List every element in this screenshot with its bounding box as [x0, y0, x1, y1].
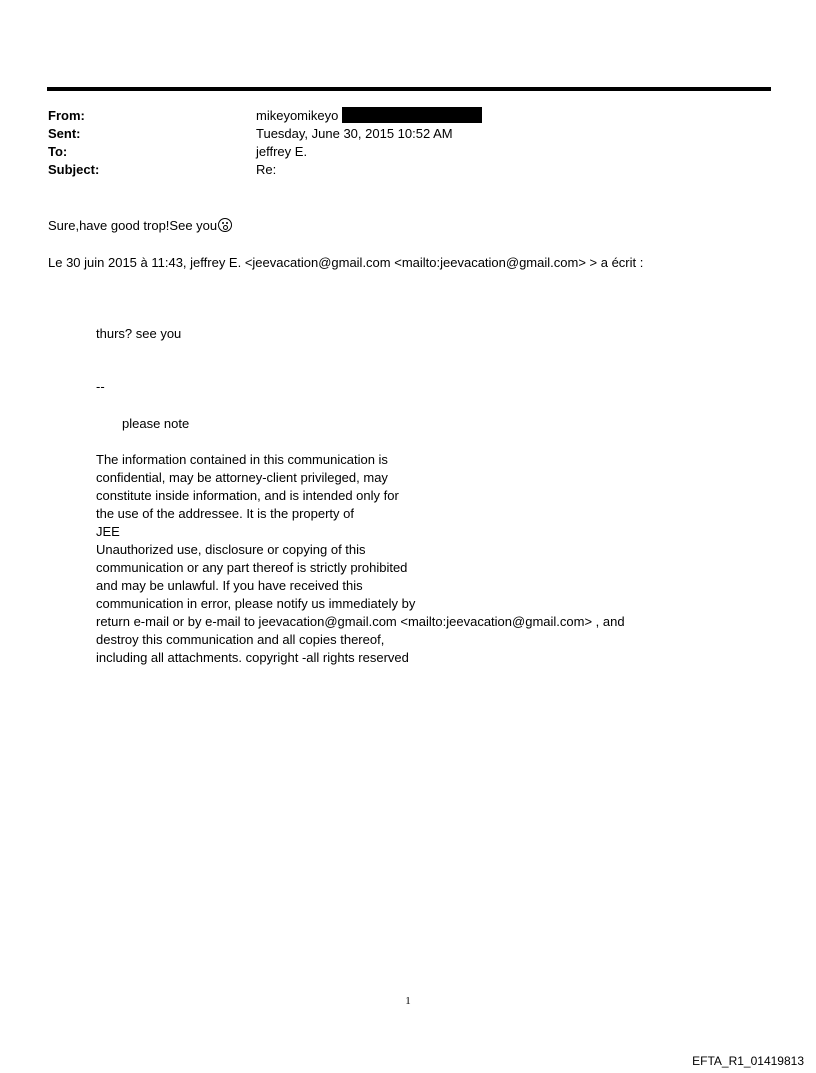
disclaimer-block: [96, 451, 625, 667]
reply-line: [48, 217, 232, 235]
disclaimer-line: constitute inside information, and is intended only for: [96, 488, 399, 503]
disclaimer-line: including all attachments. copyright -all rights reserved: [96, 650, 409, 665]
disclaimer-line: confidential, may be attorney-client privileged, may: [96, 470, 388, 485]
quote-intro: Le 30 juin 2015 à 11:43, jeffrey E. <jeevacation@gmail.com <mailto:jeevacation@gmail.com> > a écrit :: [48, 255, 644, 270]
sent-label: Sent:: [48, 126, 81, 141]
please-note: please note: [122, 416, 190, 431]
disclaimer-line: and may be unlawful. If you have received this: [96, 578, 363, 593]
redaction-block: [342, 107, 482, 123]
disclaimer-line: return e-mail or by e-mail to jeevacation@gmail.com <mailto:jeevacation@gmail.com> , and: [96, 614, 625, 629]
disclaimer-line: JEE: [96, 524, 120, 539]
from-value: [256, 107, 482, 125]
sent-value: Tuesday, June 30, 2015 10:52 AM: [256, 126, 453, 141]
reply-text: Sure,have good trop!See you: [48, 218, 218, 233]
header-divider: [47, 87, 771, 91]
to-value: jeffrey E.: [256, 144, 308, 159]
subject-label: Subject:: [48, 162, 100, 177]
disclaimer-line: communication in error, please notify us immediately by: [96, 596, 416, 611]
to-label: To:: [48, 144, 68, 159]
page-number: 1: [405, 995, 411, 1007]
disclaimer-line: the use of the addressee. It is the property of: [96, 506, 354, 521]
astonished-face-icon: [218, 218, 232, 232]
disclaimer-line: destroy this communication and all copies thereof,: [96, 632, 385, 647]
bates-number: EFTA_R1_01419813: [692, 1054, 804, 1068]
from-label: From:: [48, 108, 85, 123]
quoted-message: thurs? see you: [96, 326, 182, 341]
subject-value: Re:: [256, 162, 277, 177]
disclaimer-line: The information contained in this communication is: [96, 452, 388, 467]
signature-separator: --: [96, 379, 105, 394]
disclaimer-line: communication or any part thereof is strictly prohibited: [96, 560, 408, 575]
disclaimer-line: Unauthorized use, disclosure or copying of this: [96, 542, 366, 557]
from-name: mikeyomikeyo: [256, 108, 339, 123]
